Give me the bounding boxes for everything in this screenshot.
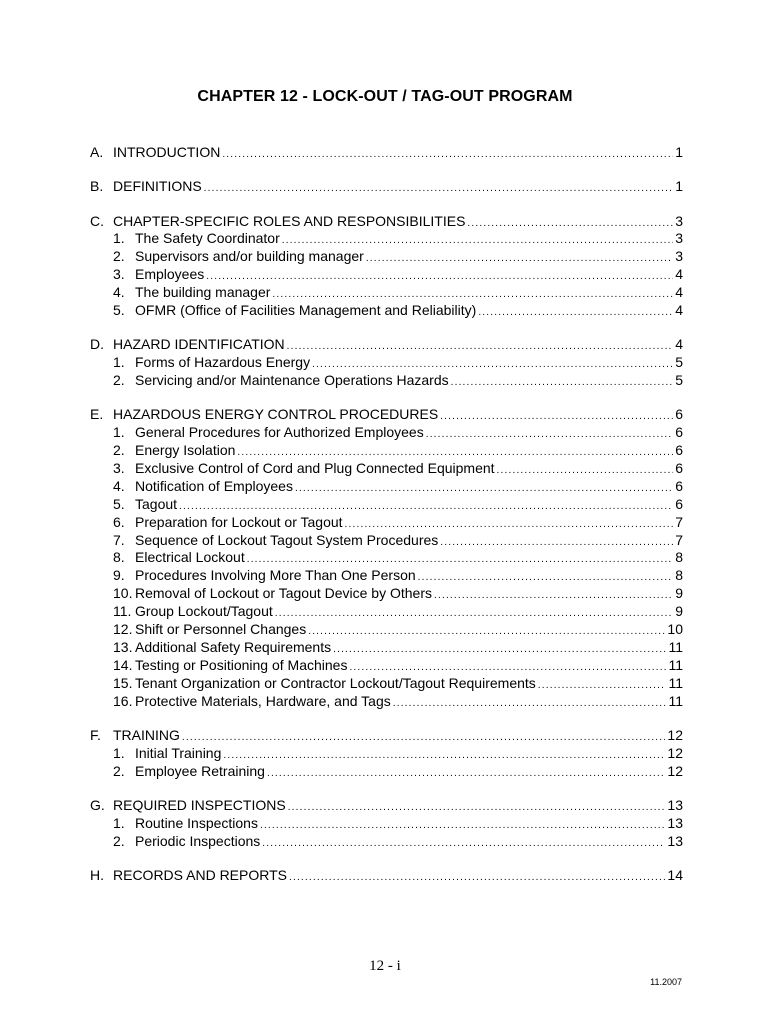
toc-subsection-entry-page: 4: [675, 302, 683, 319]
toc-subsection-entry-number: 1.: [113, 354, 125, 371]
toc-section-entry-leader: [204, 180, 674, 198]
toc-section-entry-number: C.: [90, 212, 104, 229]
toc-subsection-entry-page: 11: [668, 638, 683, 655]
toc-section-entry-page: 1: [675, 144, 683, 160]
toc-section-entry-number: F.: [90, 726, 101, 743]
toc-subsection-entry-leader: [333, 641, 666, 659]
toc-subsection-entry-label: Preparation for Lockout or Tagout: [135, 513, 343, 530]
toc-section-entry-leader: [182, 729, 666, 747]
toc-section-entry-number: E.: [90, 406, 104, 423]
toc-subsection-entry-label: Group Lockout/Tagout: [135, 603, 273, 620]
toc-subsection-entry: [90, 763, 683, 781]
toc-subsection-entry-number: 14.: [113, 656, 133, 673]
toc-subsection-entry-number: 4.: [113, 477, 125, 494]
toc-subsection-entry-leader: [440, 534, 673, 552]
toc-subsection-entry: [90, 460, 683, 478]
toc-section-entry: [90, 797, 683, 815]
toc-subsection-entry: [90, 693, 683, 711]
toc-subsection-entry-number: 2.: [113, 442, 125, 459]
toc-subsection-entry: [90, 284, 683, 302]
toc-subsection-entry-label: Energy Isolation: [135, 442, 236, 459]
toc-subsection-entry-number: 16.: [113, 692, 133, 709]
toc-section-entry-label: RECORDS AND REPORTS: [113, 867, 287, 884]
toc-section-entry-page: 14: [667, 867, 683, 884]
toc-subsection-entry: [90, 248, 683, 266]
toc-subsection-entry-label: Tagout: [135, 495, 178, 512]
toc-subsection-entry: [90, 496, 683, 514]
toc-section-entry-label: REQUIRED INSPECTIONS: [113, 796, 286, 813]
toc-subsection-entry-page: 12: [667, 762, 683, 779]
toc-subsection-entry-number: 7.: [113, 531, 125, 548]
toc-subsection-entry-number: 5.: [113, 302, 125, 319]
toc-subsection-entry-label: Employee Retraining: [135, 762, 265, 779]
toc-subsection-entry: [90, 639, 683, 657]
toc-subsection-entry-label: Employees: [135, 266, 205, 283]
toc-subsection-entry-number: 2.: [113, 248, 125, 265]
toc-subsection-entry-leader: [538, 677, 667, 695]
toc-section-entry: [90, 727, 683, 745]
revision-date: 11.2007: [650, 977, 682, 987]
toc-subsection-entry-leader: [260, 817, 665, 835]
toc-subsection-entry-page: 6: [675, 495, 683, 512]
toc-subsection-entry: [90, 442, 683, 460]
toc-subsection-entry-label: Shift or Personnel Changes: [135, 621, 307, 638]
toc-subsection-entry-page: 6: [675, 477, 683, 494]
toc-subsection-entry-number: 3.: [113, 460, 125, 477]
toc-section-entry: [90, 144, 683, 162]
toc-subsection-entry-number: 9.: [113, 567, 125, 584]
toc-subsection-entry-page: 7: [675, 513, 683, 530]
toc-subsection-entry-label: Electrical Lockout: [135, 549, 245, 566]
table-of-contents: [90, 144, 683, 901]
toc-subsection-entry-leader: [267, 765, 665, 783]
toc-section: [90, 336, 683, 390]
toc-subsection-entry-number: 13.: [113, 638, 133, 655]
toc-section-entry-page: 4: [675, 336, 683, 353]
toc-subsection-entry-number: 2.: [113, 832, 125, 849]
toc-section-entry: [90, 336, 683, 354]
toc-subsection-entry-label: OFMR (Office of Facilities Management and Reliability): [135, 302, 477, 319]
toc-section-entry: [90, 178, 683, 196]
toc-subsection-entry: [90, 372, 683, 390]
toc-subsection-entry-leader: [308, 623, 665, 641]
toc-section-entry-number: B.: [90, 178, 104, 195]
toc-section-entry-label: DEFINITIONS: [113, 178, 202, 195]
toc-subsection-entry-page: 3: [675, 230, 683, 247]
toc-subsection-entry-page: 11: [668, 674, 683, 691]
toc-subsection-entry-label: Protective Materials, Hardware, and Tags: [135, 692, 391, 709]
toc-section-entry-leader: [222, 146, 673, 164]
toc-subsection-entry-page: 9: [675, 603, 683, 620]
toc-section-entry-page: 13: [667, 796, 683, 813]
toc-subsection-entry-page: 13: [667, 814, 683, 831]
toc-subsection-entry: [90, 266, 683, 284]
toc-section-entry: [90, 406, 683, 424]
toc-subsection-entry: [90, 603, 683, 621]
toc-subsection-entry-leader: [223, 747, 665, 765]
toc-subsection-entry-number: 1.: [113, 230, 125, 247]
toc-section-entry-leader: [287, 338, 674, 356]
toc-subsection-entry-leader: [434, 587, 673, 605]
toc-section-entry-leader: [289, 869, 665, 887]
toc-subsection-entry-page: 11: [668, 692, 683, 709]
toc-subsection-entry-number: 12.: [113, 621, 133, 638]
toc-subsection-entry: [90, 657, 683, 675]
toc-subsection-entry-leader: [262, 835, 665, 853]
toc-subsection-entry-label: The Safety Coordinator: [135, 230, 280, 247]
toc-subsection-entry-number: 8.: [113, 549, 125, 566]
toc-subsection-entry-page: 9: [675, 585, 683, 602]
toc-subsection-entry-number: 1.: [113, 814, 125, 831]
toc-subsection-entry: [90, 532, 683, 550]
toc-subsection-entry-number: 3.: [113, 266, 125, 283]
toc-subsection-entry-page: 13: [667, 832, 683, 849]
toc-subsection-entry: [90, 302, 683, 320]
toc-subsection-entry-page: 4: [675, 266, 683, 283]
toc-subsection-entry: [90, 675, 683, 693]
toc-subsection-entry-label: Routine Inspections: [135, 814, 258, 831]
toc-subsection-entry-number: 11.: [113, 603, 132, 620]
toc-subsection-entry-label: Supervisors and/or building manager: [135, 248, 364, 265]
toc-section-entry-leader: [440, 408, 673, 426]
toc-subsection-entry: [90, 745, 683, 763]
toc-section-entry-number: A.: [90, 144, 104, 160]
toc-section-entry-label: INTRODUCTION: [113, 144, 221, 160]
toc-section: [90, 867, 683, 885]
toc-subsection-entry-label: Notification of Employees: [135, 477, 293, 494]
toc-section: [90, 213, 683, 320]
toc-subsection-entry: [90, 424, 683, 442]
page-title: CHAPTER 12 - LOCK-OUT / TAG-OUT PROGRAM: [197, 88, 573, 105]
toc-subsection-entry-leader: [497, 462, 674, 480]
toc-section-entry-number: D.: [90, 336, 104, 353]
toc-section: [90, 727, 683, 781]
toc-section-entry: [90, 867, 683, 885]
toc-subsection-entry-page: 8: [675, 567, 683, 584]
toc-section: [90, 406, 683, 710]
toc-section-entry-page: 12: [667, 726, 683, 743]
toc-section-entry-label: TRAINING: [113, 726, 180, 743]
toc-subsection-entry-leader: [478, 304, 673, 322]
toc-subsection-entry-number: 1.: [113, 424, 125, 441]
toc-subsection-entry-page: 3: [675, 248, 683, 265]
toc-subsection-entry: [90, 815, 683, 833]
toc-subsection-entry-label: Procedures Involving More Than One Person: [135, 567, 416, 584]
toc-subsection-entry-leader: [275, 605, 673, 623]
toc-subsection-entry-label: Removal of Lockout or Tagout Device by Others: [135, 585, 433, 602]
toc-subsection-entry-leader: [295, 480, 673, 498]
toc-subsection-entry: [90, 567, 683, 585]
toc-subsection-entry-page: 8: [675, 549, 683, 566]
toc-section-entry: [90, 213, 683, 231]
toc-section-entry-page: 1: [675, 178, 683, 195]
toc-subsection-entry-label: Testing or Positioning of Machines: [135, 656, 348, 673]
toc-section-entry-label: HAZARDOUS ENERGY CONTROL PROCEDURES: [113, 406, 439, 423]
toc-section: [90, 178, 683, 196]
toc-section: [90, 797, 683, 851]
toc-subsection-entry-number: 2.: [113, 762, 125, 779]
toc-subsection-entry: [90, 478, 683, 496]
toc-section-entry-label: CHAPTER-SPECIFIC ROLES AND RESPONSIBILITIES: [113, 212, 466, 229]
toc-subsection-entry-number: 15.: [113, 674, 133, 691]
toc-subsection-entry-label: Additional Safety Requirements: [135, 638, 332, 655]
toc-subsection-entry: [90, 585, 683, 603]
toc-subsection-entry-number: 4.: [113, 284, 125, 301]
toc-section-entry-leader: [288, 799, 666, 817]
toc-subsection-entry-leader: [426, 426, 673, 444]
toc-subsection-entry-number: 5.: [113, 495, 125, 512]
toc-section-entry-leader: [467, 215, 673, 233]
toc-section: [90, 144, 683, 162]
toc-subsection-entry-page: 6: [675, 424, 683, 441]
toc-subsection-entry-page: 10: [667, 621, 683, 638]
toc-section-entry-label: HAZARD IDENTIFICATION: [113, 336, 285, 353]
toc-subsection-entry-leader: [418, 569, 674, 587]
toc-subsection-entry-label: Forms of Hazardous Energy: [135, 354, 311, 371]
toc-subsection-entry: [90, 833, 683, 851]
toc-subsection-entry-label: Initial Training: [135, 744, 222, 761]
toc-subsection-entry-page: 5: [675, 372, 683, 389]
toc-subsection-entry-number: 6.: [113, 513, 125, 530]
toc-subsection-entry-page: 4: [675, 284, 683, 301]
toc-subsection-entry-leader: [451, 374, 674, 392]
toc-subsection-entry-label: Sequence of Lockout Tagout System Procedures: [135, 531, 439, 548]
toc-section-entry-page: 6: [675, 406, 683, 423]
toc-subsection-entry-label: General Procedures for Authorized Employees: [135, 424, 424, 441]
toc-section-entry-number: G.: [90, 796, 105, 813]
toc-subsection-entry-page: 12: [667, 744, 683, 761]
toc-subsection-entry-label: Tenant Organization or Contractor Lockout/Tagout Requirements: [135, 674, 536, 691]
toc-subsection-entry-number: 10.: [113, 585, 133, 602]
toc-subsection-entry: [90, 230, 683, 248]
toc-subsection-entry-page: 6: [675, 442, 683, 459]
toc-subsection-entry-label: Servicing and/or Maintenance Operations Hazards: [135, 372, 449, 389]
toc-subsection-entry-label: Exclusive Control of Cord and Plug Connected Equipment: [135, 460, 495, 477]
toc-subsection-entry: [90, 549, 683, 567]
toc-subsection-entry-number: 2.: [113, 372, 125, 389]
toc-subsection-entry-number: 1.: [113, 744, 125, 761]
page-number: 12 - i: [369, 958, 401, 974]
toc-subsection-entry-page: 11: [668, 656, 683, 673]
toc-subsection-entry-page: 5: [675, 354, 683, 371]
toc-section-entry-number: H.: [90, 867, 104, 884]
toc-subsection-entry-label: The building manager: [135, 284, 271, 301]
toc-subsection-entry: [90, 514, 683, 532]
toc-subsection-entry: [90, 621, 683, 639]
toc-subsection-entry-leader: [366, 250, 673, 268]
toc-subsection-entry-label: Periodic Inspections: [135, 832, 261, 849]
toc-subsection-entry-leader: [393, 695, 667, 713]
toc-subsection-entry-leader: [206, 268, 673, 286]
toc-section-entry-page: 3: [675, 212, 683, 229]
toc-subsection-entry: [90, 354, 683, 372]
toc-subsection-entry-page: 6: [675, 460, 683, 477]
toc-subsection-entry-page: 7: [675, 531, 683, 548]
